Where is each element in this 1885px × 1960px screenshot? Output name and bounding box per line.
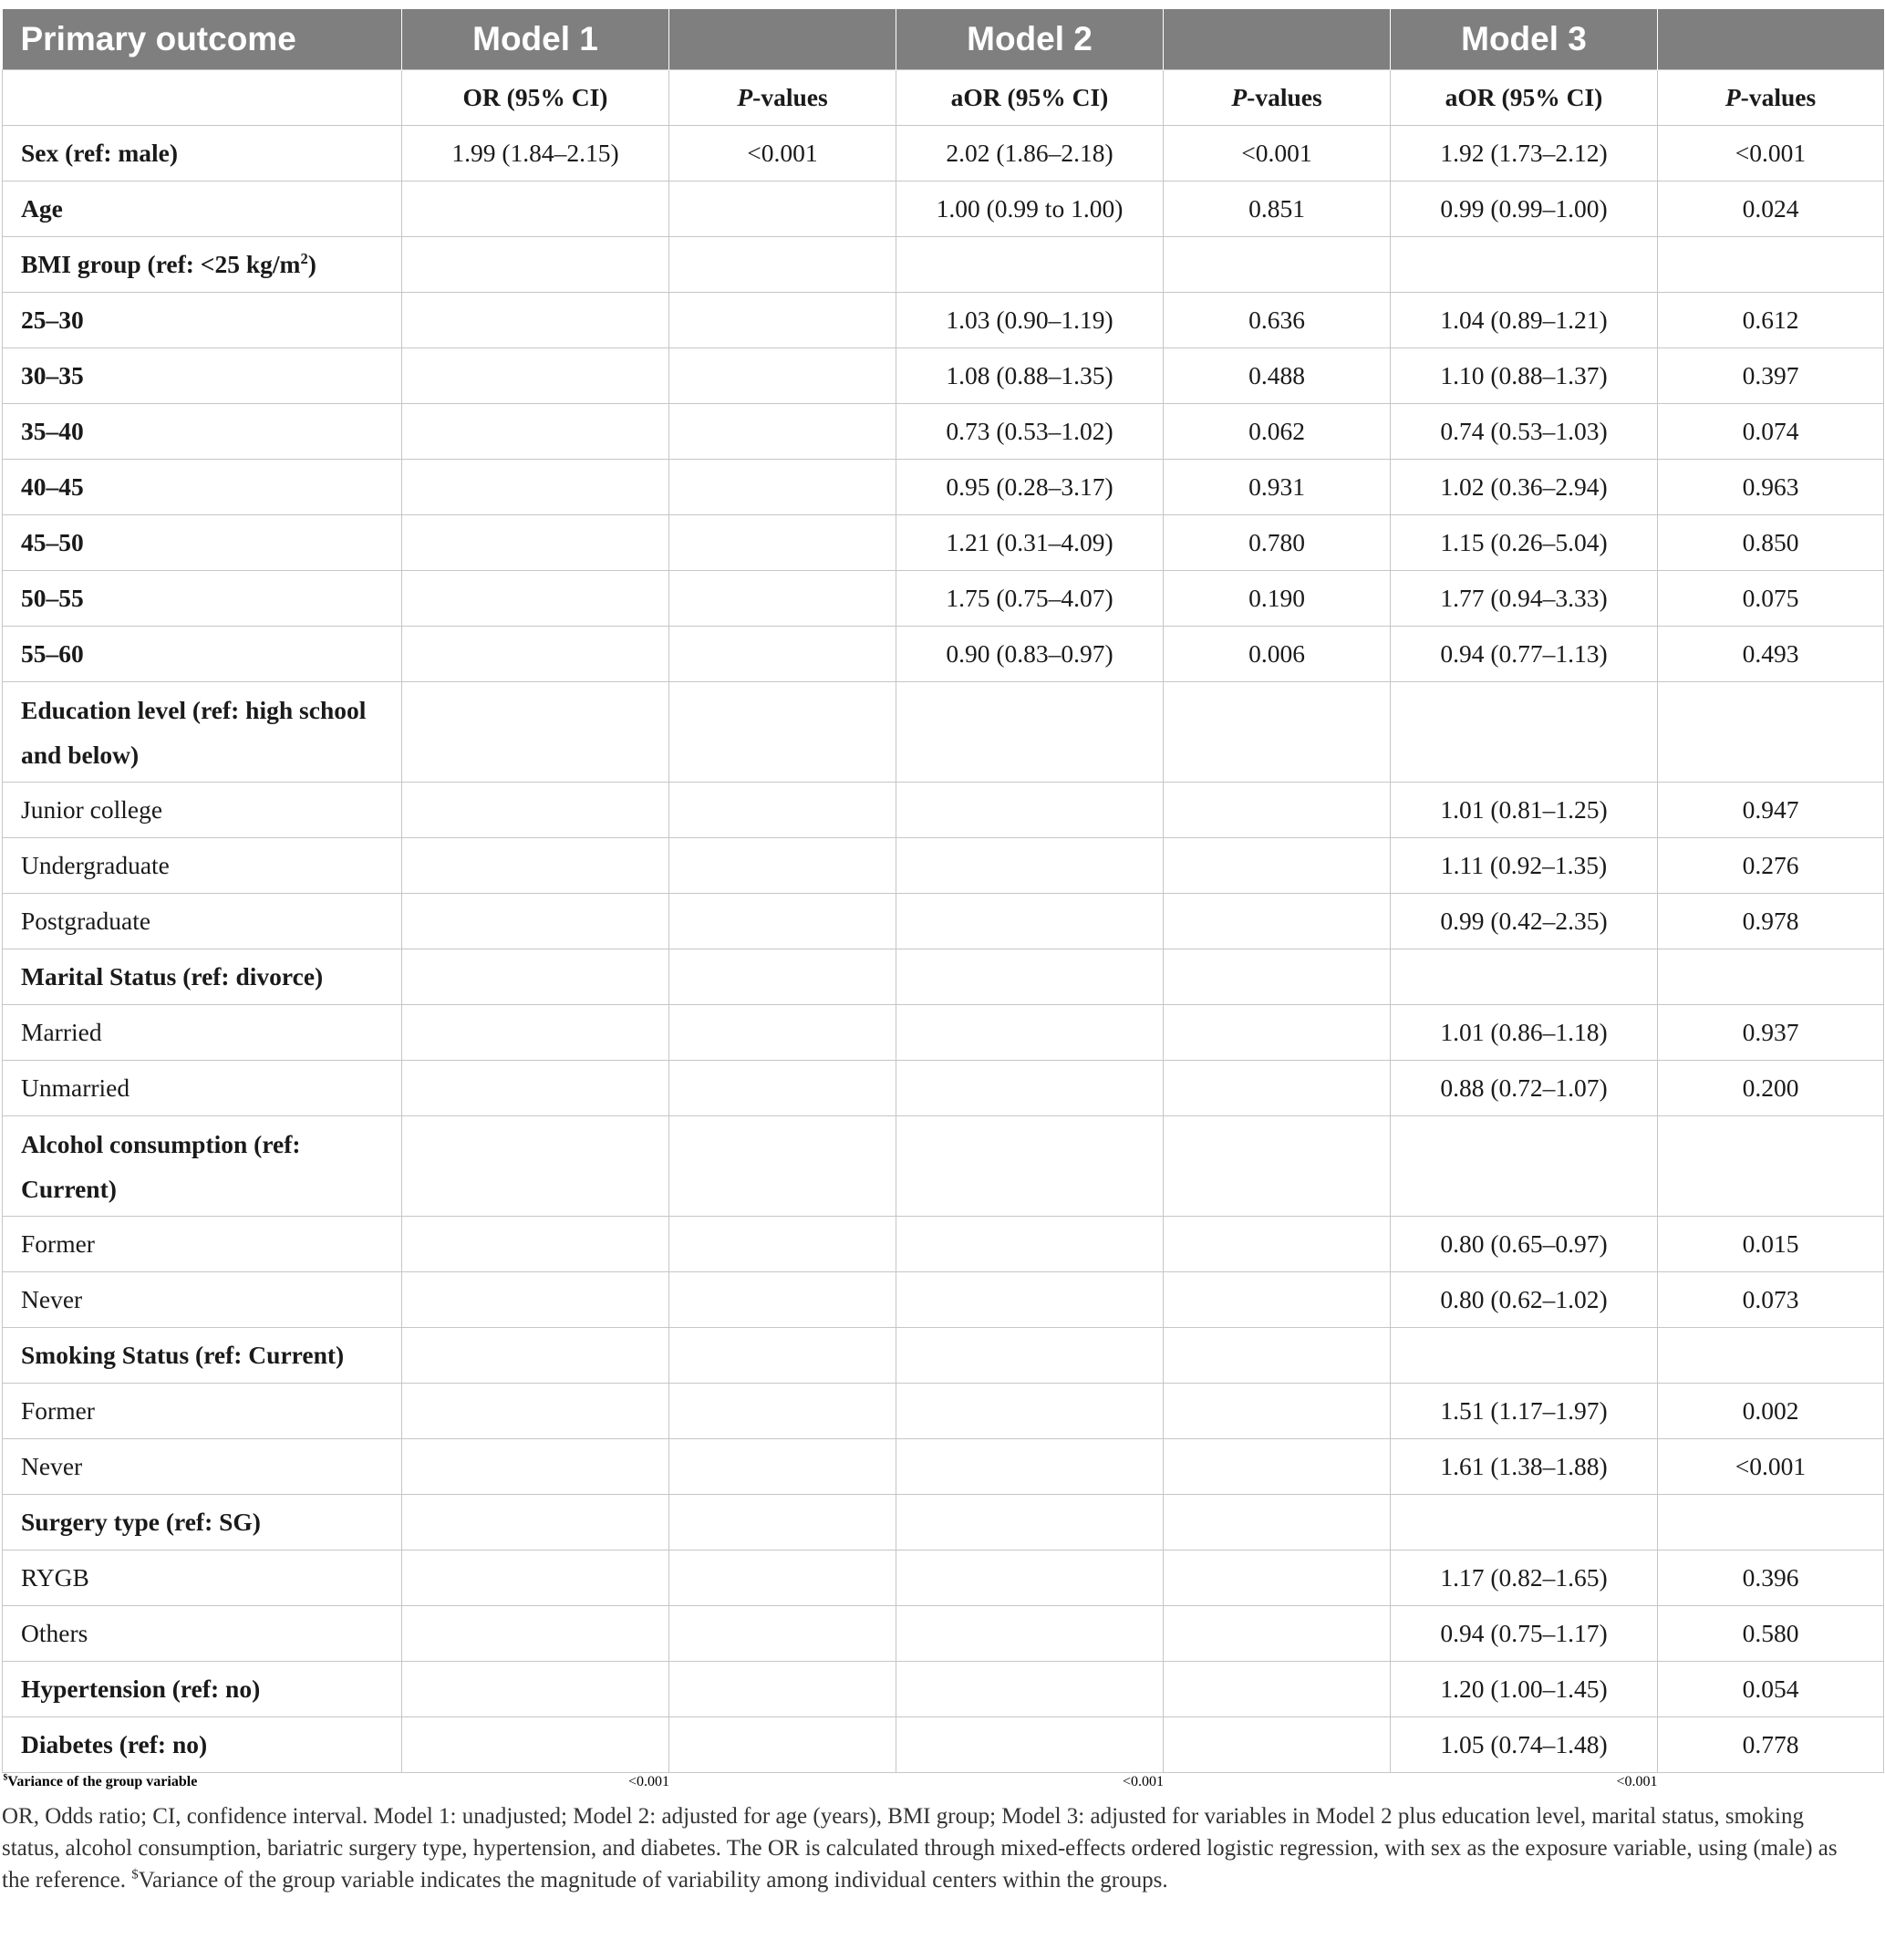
p-value-cell <box>669 949 896 1005</box>
p-value-cell: 0.073 <box>1658 1272 1884 1328</box>
odds-ratio-cell <box>402 1606 669 1662</box>
header-model1: Model 1 <box>402 9 669 70</box>
p-value-cell: 0.978 <box>1658 894 1884 949</box>
p-value-cell <box>1164 1061 1391 1116</box>
p-value-cell <box>669 571 896 627</box>
odds-ratio-cell: 1.10 (0.88–1.37) <box>1391 348 1658 404</box>
odds-ratio-cell: 1.01 (0.86–1.18) <box>1391 1005 1658 1061</box>
p-value-cell: <0.001 <box>1164 126 1391 181</box>
odds-ratio-cell <box>402 460 669 515</box>
odds-ratio-cell: 1.75 (0.75–4.07) <box>896 571 1164 627</box>
p-value-cell <box>1164 1662 1391 1717</box>
row-label: 30–35 <box>3 348 402 404</box>
odds-ratio-cell: 1.17 (0.82–1.65) <box>1391 1550 1658 1606</box>
p-value-cell: <0.001 <box>1658 1439 1884 1495</box>
p-value-cell <box>1164 1550 1391 1606</box>
p-value-cell <box>1164 1217 1391 1272</box>
table-row <box>3 1005 1884 1061</box>
odds-ratio-cell: 0.74 (0.53–1.03) <box>1391 404 1658 460</box>
odds-ratio-cell <box>896 1328 1164 1384</box>
table-row <box>3 181 1884 237</box>
table-row <box>3 515 1884 571</box>
row-label: Alcohol consumption (ref: Current) <box>3 1116 402 1217</box>
p-value-cell <box>1164 1717 1391 1773</box>
odds-ratio-cell <box>402 1439 669 1495</box>
odds-ratio-cell <box>402 1495 669 1550</box>
p-value-cell <box>1164 1272 1391 1328</box>
row-label: 45–50 <box>3 515 402 571</box>
row-label: Smoking Status (ref: Current) <box>3 1328 402 1384</box>
odds-ratio-cell: 1.15 (0.26–5.04) <box>1391 515 1658 571</box>
p-value-cell: 0.580 <box>1658 1606 1884 1662</box>
odds-ratio-cell <box>402 404 669 460</box>
table-row <box>3 293 1884 348</box>
odds-ratio-cell <box>1391 237 1658 293</box>
p-value-cell: 0.488 <box>1164 348 1391 404</box>
p-value-cell <box>669 1495 896 1550</box>
subheader-p-values: P-values <box>669 70 896 126</box>
p-value-cell <box>669 1328 896 1384</box>
row-label: Sex (ref: male) <box>3 126 402 181</box>
odds-ratio-cell <box>896 894 1164 949</box>
header-model2: Model 2 <box>896 9 1164 70</box>
odds-ratio-cell: 0.94 (0.77–1.13) <box>1391 627 1658 682</box>
odds-ratio-cell <box>896 1717 1164 1773</box>
variance-model2: <0.001 <box>1122 1774 1165 1789</box>
table-row <box>3 1116 1884 1217</box>
p-value-cell <box>1164 682 1391 783</box>
row-label: RYGB <box>3 1550 402 1606</box>
odds-ratio-cell <box>402 1272 669 1328</box>
p-value-cell <box>669 1217 896 1272</box>
p-value-cell <box>1164 1495 1391 1550</box>
odds-ratio-cell <box>402 838 669 894</box>
p-value-cell: 0.006 <box>1164 627 1391 682</box>
odds-ratio-cell: 1.03 (0.90–1.19) <box>896 293 1164 348</box>
odds-ratio-cell: 0.94 (0.75–1.17) <box>1391 1606 1658 1662</box>
table-subheader-row <box>3 70 1884 126</box>
p-value-cell <box>669 515 896 571</box>
odds-ratio-cell <box>896 1550 1164 1606</box>
p-value-cell <box>669 627 896 682</box>
odds-ratio-cell <box>402 1328 669 1384</box>
table-footnote: OR, Odds ratio; CI, confidence interval. Model 1: unadjusted; Model 2: adjusted for age (years), BMI group; Model 3: adjusted for variables in Model 2 plus education level, marital status, smoking status, alcohol consumption, bariatric surgery type, hypertension, and diabetes. The OR is calculated through mixed-effects ordered logistic regression, with sex as the exposure variable, using (male) as the reference. $Variance of the group variable indicates the magnitude of variability among individual centers within the groups. <box>2 1804 1838 1893</box>
p-value-cell: 0.851 <box>1164 181 1391 237</box>
p-value-cell: 0.200 <box>1658 1061 1884 1116</box>
row-label: 35–40 <box>3 404 402 460</box>
row-label: Unmarried <box>3 1061 402 1116</box>
p-value-cell: 0.276 <box>1658 838 1884 894</box>
p-value-cell: 0.931 <box>1164 460 1391 515</box>
p-value-cell <box>669 1439 896 1495</box>
table-row <box>3 949 1884 1005</box>
p-value-cell: 0.778 <box>1658 1717 1884 1773</box>
p-value-cell <box>669 1384 896 1439</box>
variance-model3: <0.001 <box>1616 1774 1658 1789</box>
table-header-row <box>3 9 1884 70</box>
p-value-cell <box>1164 1116 1391 1217</box>
p-value-cell <box>669 237 896 293</box>
p-value-cell <box>669 460 896 515</box>
odds-ratio-cell <box>1391 682 1658 783</box>
p-value-cell: 0.612 <box>1658 293 1884 348</box>
p-value-cell <box>1164 949 1391 1005</box>
header-empty <box>669 9 896 70</box>
odds-ratio-cell <box>402 627 669 682</box>
row-label: Postgraduate <box>3 894 402 949</box>
header-empty <box>1658 9 1884 70</box>
table-row <box>3 1717 1884 1773</box>
odds-ratio-cell: 1.51 (1.17–1.97) <box>1391 1384 1658 1439</box>
odds-ratio-cell: 0.80 (0.65–0.97) <box>1391 1217 1658 1272</box>
table-row <box>3 1662 1884 1717</box>
odds-ratio-cell: 1.05 (0.74–1.48) <box>1391 1717 1658 1773</box>
p-value-cell <box>669 1272 896 1328</box>
odds-ratio-cell: 0.80 (0.62–1.02) <box>1391 1272 1658 1328</box>
p-value-cell <box>1658 682 1884 783</box>
p-value-cell: 0.054 <box>1658 1662 1884 1717</box>
p-value-cell <box>1164 894 1391 949</box>
row-label: Surgery type (ref: SG) <box>3 1495 402 1550</box>
p-value-cell <box>669 682 896 783</box>
subheader-or: OR (95% CI) <box>402 70 669 126</box>
p-value-cell <box>669 894 896 949</box>
odds-ratio-cell: 2.02 (1.86–2.18) <box>896 126 1164 181</box>
p-value-cell <box>669 404 896 460</box>
p-value-cell <box>669 838 896 894</box>
header-model3: Model 3 <box>1391 9 1658 70</box>
odds-ratio-cell <box>1391 949 1658 1005</box>
subheader-p-values: P-values <box>1164 70 1391 126</box>
odds-ratio-cell <box>402 237 669 293</box>
row-label: 55–60 <box>3 627 402 682</box>
row-label: 40–45 <box>3 460 402 515</box>
odds-ratio-cell <box>402 293 669 348</box>
p-value-cell: 0.015 <box>1658 1217 1884 1272</box>
odds-ratio-cell <box>402 1005 669 1061</box>
p-value-cell <box>669 348 896 404</box>
odds-ratio-cell <box>1391 1116 1658 1217</box>
results-table-container <box>2 9 1883 1896</box>
odds-ratio-cell <box>402 1384 669 1439</box>
subheader-p-values: P-values <box>1658 70 1884 126</box>
p-value-cell: 0.780 <box>1164 515 1391 571</box>
odds-ratio-cell: 1.61 (1.38–1.88) <box>1391 1439 1658 1495</box>
table-row <box>3 1606 1884 1662</box>
p-value-cell <box>669 293 896 348</box>
odds-ratio-cell: 1.02 (0.36–2.94) <box>1391 460 1658 515</box>
odds-ratio-cell <box>402 894 669 949</box>
odds-ratio-cell <box>896 1439 1164 1495</box>
odds-ratio-cell <box>896 949 1164 1005</box>
table-row <box>3 1439 1884 1495</box>
row-label: Hypertension (ref: no) <box>3 1662 402 1717</box>
odds-ratio-cell: 1.00 (0.99 to 1.00) <box>896 181 1164 237</box>
p-value-cell <box>1164 1606 1391 1662</box>
row-label: 25–30 <box>3 293 402 348</box>
odds-ratio-cell <box>896 1606 1164 1662</box>
odds-ratio-cell <box>402 1717 669 1773</box>
p-value-cell <box>669 1005 896 1061</box>
odds-ratio-cell <box>896 1005 1164 1061</box>
row-label: Junior college <box>3 783 402 838</box>
odds-ratio-cell <box>896 1061 1164 1116</box>
odds-ratio-cell: 0.95 (0.28–3.17) <box>896 460 1164 515</box>
odds-ratio-cell: 0.99 (0.99–1.00) <box>1391 181 1658 237</box>
odds-ratio-cell: 0.99 (0.42–2.35) <box>1391 894 1658 949</box>
table-row <box>3 894 1884 949</box>
p-value-cell <box>669 783 896 838</box>
row-label: Undergraduate <box>3 838 402 894</box>
variance-model1: <0.001 <box>627 1774 670 1789</box>
variance-label: $Variance of the group variable <box>3 1772 198 1789</box>
odds-ratio-cell <box>1391 1328 1658 1384</box>
p-value-cell: 0.947 <box>1658 783 1884 838</box>
table-row <box>3 1495 1884 1550</box>
odds-ratio-cell <box>896 682 1164 783</box>
odds-ratio-cell <box>896 1116 1164 1217</box>
odds-ratio-cell <box>402 181 669 237</box>
header-empty <box>1164 9 1391 70</box>
odds-ratio-cell: 1.08 (0.88–1.35) <box>896 348 1164 404</box>
table-row <box>3 404 1884 460</box>
odds-ratio-cell <box>402 1662 669 1717</box>
odds-ratio-cell <box>402 682 669 783</box>
p-value-cell: 0.024 <box>1658 181 1884 237</box>
odds-ratio-cell: 1.20 (1.00–1.45) <box>1391 1662 1658 1717</box>
p-value-cell <box>1164 838 1391 894</box>
p-value-cell <box>1658 1116 1884 1217</box>
odds-ratio-cell: 1.99 (1.84–2.15) <box>402 126 669 181</box>
row-label: Marital Status (ref: divorce) <box>3 949 402 1005</box>
p-value-cell <box>1164 1005 1391 1061</box>
p-value-cell <box>1658 1495 1884 1550</box>
odds-ratio-cell: 1.21 (0.31–4.09) <box>896 515 1164 571</box>
p-value-cell <box>669 181 896 237</box>
p-value-cell: 0.075 <box>1658 571 1884 627</box>
odds-ratio-cell: 1.92 (1.73–2.12) <box>1391 126 1658 181</box>
table-row <box>3 126 1884 181</box>
odds-ratio-cell: 1.01 (0.81–1.25) <box>1391 783 1658 838</box>
p-value-cell <box>1658 237 1884 293</box>
odds-ratio-cell: 0.88 (0.72–1.07) <box>1391 1061 1658 1116</box>
odds-ratio-cell: 1.77 (0.94–3.33) <box>1391 571 1658 627</box>
row-label: 50–55 <box>3 571 402 627</box>
odds-ratio-cell <box>402 1061 669 1116</box>
odds-ratio-cell <box>1391 1495 1658 1550</box>
table-row <box>3 1217 1884 1272</box>
p-value-cell <box>1164 1328 1391 1384</box>
odds-ratio-cell <box>402 783 669 838</box>
p-value-cell: 0.396 <box>1658 1550 1884 1606</box>
p-value-cell: 0.190 <box>1164 571 1391 627</box>
table-row <box>3 1272 1884 1328</box>
p-value-cell <box>1164 1384 1391 1439</box>
table-row <box>3 460 1884 515</box>
regression-table <box>2 9 1884 1791</box>
odds-ratio-cell <box>896 1217 1164 1272</box>
odds-ratio-cell <box>402 1550 669 1606</box>
odds-ratio-cell <box>896 1495 1164 1550</box>
table-row <box>3 1384 1884 1439</box>
p-value-cell <box>1164 783 1391 838</box>
p-value-cell: 0.636 <box>1164 293 1391 348</box>
row-label: BMI group (ref: <25 $kg/m^2$) <box>3 237 402 293</box>
table-row <box>3 571 1884 627</box>
p-value-cell <box>1164 1439 1391 1495</box>
subheader-aor: aOR (95% CI) <box>896 70 1164 126</box>
odds-ratio-cell <box>402 1116 669 1217</box>
row-label: Education level (ref: high school and below) <box>3 682 402 783</box>
odds-ratio-cell <box>896 1384 1164 1439</box>
odds-ratio-cell: 1.04 (0.89–1.21) <box>1391 293 1658 348</box>
p-value-cell: 0.850 <box>1658 515 1884 571</box>
p-value-cell: 0.002 <box>1658 1384 1884 1439</box>
table-row <box>3 627 1884 682</box>
row-label: Married <box>3 1005 402 1061</box>
p-value-cell <box>1164 237 1391 293</box>
row-label: Age <box>3 181 402 237</box>
odds-ratio-cell <box>402 949 669 1005</box>
table-row <box>3 838 1884 894</box>
table-row <box>3 783 1884 838</box>
subheader-empty <box>3 70 402 126</box>
p-value-cell <box>669 1116 896 1217</box>
subheader-aor: aOR (95% CI) <box>1391 70 1658 126</box>
p-value-cell <box>1658 949 1884 1005</box>
row-label: Never <box>3 1272 402 1328</box>
table-row <box>3 1061 1884 1116</box>
odds-ratio-cell <box>896 237 1164 293</box>
odds-ratio-cell: 0.73 (0.53–1.02) <box>896 404 1164 460</box>
p-value-cell: 0.397 <box>1658 348 1884 404</box>
row-label: Diabetes (ref: no) <box>3 1717 402 1773</box>
row-label: Former <box>3 1384 402 1439</box>
p-value-cell: 0.493 <box>1658 627 1884 682</box>
odds-ratio-cell <box>896 838 1164 894</box>
p-value-cell: 0.062 <box>1164 404 1391 460</box>
table-row <box>3 348 1884 404</box>
odds-ratio-cell <box>896 783 1164 838</box>
p-value-cell: 0.074 <box>1658 404 1884 460</box>
p-value-cell <box>669 1550 896 1606</box>
odds-ratio-cell: 1.11 (0.92–1.35) <box>1391 838 1658 894</box>
table-row <box>3 237 1884 293</box>
p-value-cell <box>669 1717 896 1773</box>
table-row <box>3 1550 1884 1606</box>
p-value-cell: 0.963 <box>1658 460 1884 515</box>
p-value-cell: <0.001 <box>1658 126 1884 181</box>
odds-ratio-cell <box>402 515 669 571</box>
odds-ratio-cell <box>896 1662 1164 1717</box>
p-value-cell: 0.937 <box>1658 1005 1884 1061</box>
odds-ratio-cell <box>896 1272 1164 1328</box>
odds-ratio-cell <box>402 571 669 627</box>
row-label: Never <box>3 1439 402 1495</box>
odds-ratio-cell <box>402 348 669 404</box>
p-value-cell <box>669 1061 896 1116</box>
header-primary-outcome: Primary outcome <box>3 9 402 70</box>
p-value-cell: <0.001 <box>669 126 896 181</box>
odds-ratio-cell <box>402 1217 669 1272</box>
table-row <box>3 1328 1884 1384</box>
row-label: Others <box>3 1606 402 1662</box>
variance-row <box>3 1773 1884 1792</box>
table-row <box>3 682 1884 783</box>
odds-ratio-cell: 0.90 (0.83–0.97) <box>896 627 1164 682</box>
p-value-cell <box>669 1606 896 1662</box>
p-value-cell <box>1658 1328 1884 1384</box>
row-label: Former <box>3 1217 402 1272</box>
p-value-cell <box>669 1662 896 1717</box>
